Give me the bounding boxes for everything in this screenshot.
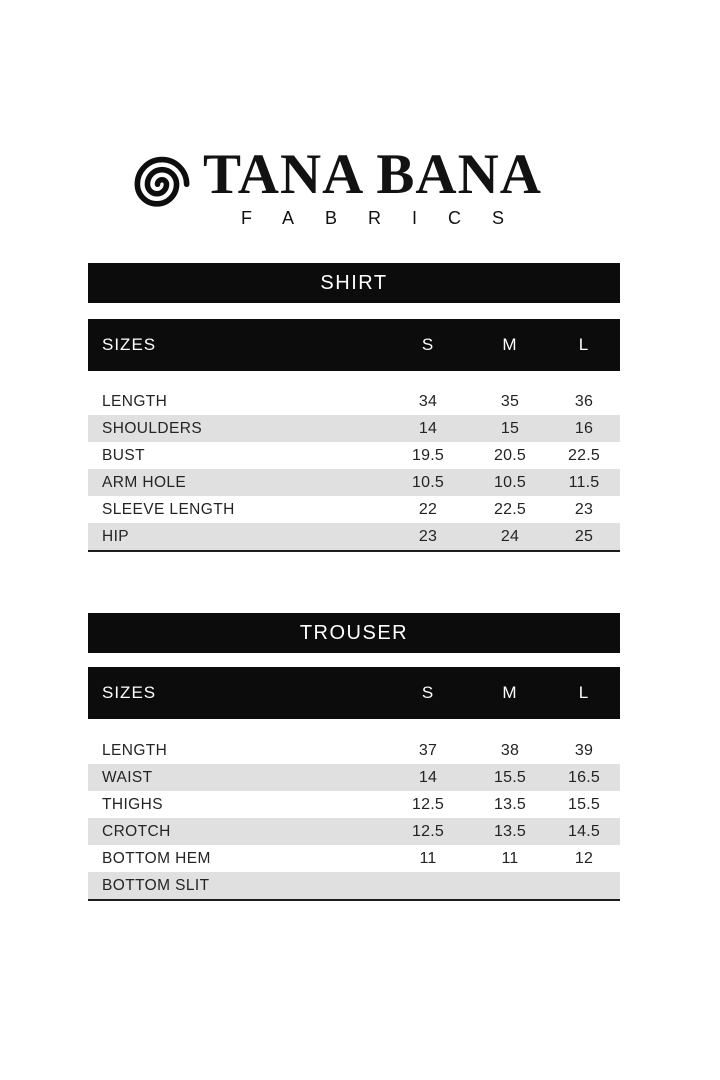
row-label: CROTCH (102, 822, 171, 840)
table-row (88, 818, 620, 845)
row-value-s: 11 (419, 849, 437, 867)
row-value-m: 20.5 (494, 446, 526, 464)
row-label: WAIST (102, 768, 153, 786)
row-value-s: 34 (418, 392, 438, 410)
row-value-m: 22.5 (494, 500, 526, 518)
size-col-m: M (502, 335, 518, 354)
size-col-l: L (578, 335, 590, 354)
brand-logo (134, 0, 720, 229)
row-label: LENGTH (102, 741, 168, 759)
row-value-m: 15 (500, 419, 520, 437)
row-value-m: 24 (500, 527, 520, 545)
row-value-m: 35 (500, 392, 520, 410)
row-value-l: 36 (574, 392, 594, 410)
row-label: BOTTOM SLIT (102, 876, 210, 894)
row-value-s: 12.5 (412, 795, 444, 813)
brand-text (203, 143, 542, 229)
size-col-s: S (421, 335, 435, 354)
row-value-s: 22 (418, 500, 438, 518)
row-value-l: 16.5 (568, 768, 600, 786)
row-label: BUST (102, 446, 145, 464)
table-row (88, 523, 620, 550)
row-value-s: 14 (418, 768, 438, 786)
row-label: LENGTH (102, 392, 168, 410)
row-value-s: 19.5 (412, 446, 444, 464)
brand-subtitle: FABRICS (240, 208, 535, 228)
trouser-section (88, 613, 620, 901)
row-value-l: 25 (574, 527, 594, 545)
row-value-s: 23 (418, 527, 438, 545)
row-value-m: 38 (500, 741, 520, 759)
row-value-l: 39 (574, 741, 594, 759)
row-value-m: 11 (501, 849, 519, 867)
table-row (88, 496, 620, 523)
table-row (88, 791, 620, 818)
row-value-m: 13.5 (494, 795, 526, 813)
table-row (88, 388, 620, 415)
table-row (88, 872, 620, 899)
table-row (88, 764, 620, 791)
row-label: SHOULDERS (102, 419, 203, 437)
trouser-table-rows (88, 737, 620, 901)
row-value-l: 12 (574, 849, 594, 867)
row-value-l: 14.5 (568, 822, 600, 840)
row-value-m: 15.5 (494, 768, 526, 786)
brand-name: TANA BANA (203, 143, 542, 206)
row-label: THIGHS (102, 795, 163, 813)
row-value-m: 13.5 (494, 822, 526, 840)
table-row (88, 469, 620, 496)
row-label: BOTTOM HEM (102, 849, 211, 867)
table-row (88, 737, 620, 764)
shirt-table-rows (88, 388, 620, 552)
size-col-m: M (502, 683, 518, 702)
row-value-l: 23 (574, 500, 594, 518)
shirt-section (88, 263, 620, 552)
row-value-l: 11.5 (568, 473, 600, 491)
row-value-l: 15.5 (568, 795, 600, 813)
table-row (88, 442, 620, 469)
shirt-section-title: SHIRT (88, 263, 620, 303)
row-value-s: 14 (418, 419, 438, 437)
row-value-s: 12.5 (412, 822, 444, 840)
sizes-header-label: SIZES (102, 683, 157, 702)
row-value-m: 10.5 (494, 473, 526, 491)
sizes-header-label: SIZES (102, 335, 157, 354)
table-row (88, 415, 620, 442)
shirt-sizes-header (88, 319, 620, 371)
size-col-l: L (578, 683, 590, 702)
row-value-s: 37 (418, 741, 438, 759)
size-col-s: S (421, 683, 435, 702)
row-value-l: 16 (574, 419, 594, 437)
row-value-s: 10.5 (412, 473, 444, 491)
row-label: HIP (102, 527, 130, 545)
row-value-l: 22.5 (568, 446, 600, 464)
table-row (88, 845, 620, 872)
row-label: ARM HOLE (102, 473, 187, 491)
trouser-section-title: TROUSER (88, 613, 620, 653)
spiral-icon (134, 154, 190, 210)
trouser-sizes-header (88, 667, 620, 719)
row-label: SLEEVE LENGTH (102, 500, 235, 518)
